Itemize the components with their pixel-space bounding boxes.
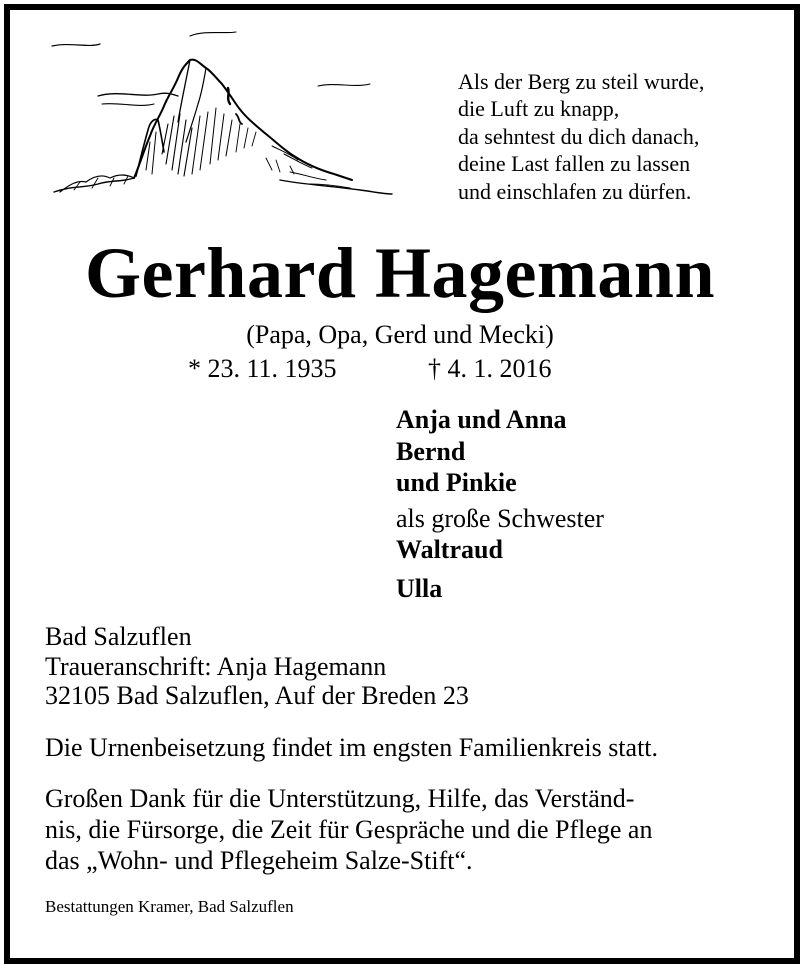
- thanks-paragraph: [45, 783, 652, 876]
- deceased-name: Gerhard Hagemann: [85, 233, 715, 313]
- mourner-relation: als große Schwester: [396, 503, 604, 533]
- address-contact: Traueranschrift: Anja Hagemann: [45, 651, 387, 681]
- death-date: † 4. 1. 2016: [428, 354, 552, 383]
- poem-line: und einschlafen zu dürfen.: [458, 178, 692, 204]
- mourners-list: [396, 404, 604, 604]
- burial-notice: Die Urnenbeisetzung findet im engsten Familienkreis statt.: [45, 733, 659, 762]
- address-street: 32105 Bad Salzuflen, Auf der Breden 23: [45, 681, 469, 710]
- thanks-line: das „Wohn- und Pflegeheim Salze-Stift“.: [45, 846, 473, 875]
- poem-line: deine Last fallen zu lassen: [458, 151, 691, 177]
- mourning-address: [45, 622, 469, 711]
- poem-line: Als der Berg zu steil wurde,: [458, 69, 705, 94]
- mourner-line: Waltraud: [396, 535, 503, 564]
- thanks-line: Großen Dank für die Unterstützung, Hilfe, das Verständ-: [45, 784, 635, 813]
- address-city: Bad Salzuflen: [45, 622, 192, 651]
- thanks-line: nis, die Fürsorge, die Zeit für Gespräche und die Pflege an: [45, 815, 653, 844]
- mountain-sketch-illustration: [40, 24, 400, 204]
- mourner-line: Anja und Anna: [396, 405, 567, 434]
- birth-date: * 23. 11. 1935: [188, 354, 337, 383]
- poem-line: die Luft zu knapp,: [458, 96, 620, 122]
- poem-line: da sehntest du dich danach,: [458, 123, 700, 149]
- mourner-line: Ulla: [396, 573, 443, 603]
- mourner-line: Bernd: [396, 436, 466, 466]
- funeral-home: Bestattungen Kramer, Bad Salzuflen: [45, 897, 294, 916]
- poem: [458, 68, 704, 205]
- mourner-line: und Pinkie: [396, 468, 517, 497]
- deceased-nicknames: (Papa, Opa, Gerd und Mecki): [246, 320, 554, 349]
